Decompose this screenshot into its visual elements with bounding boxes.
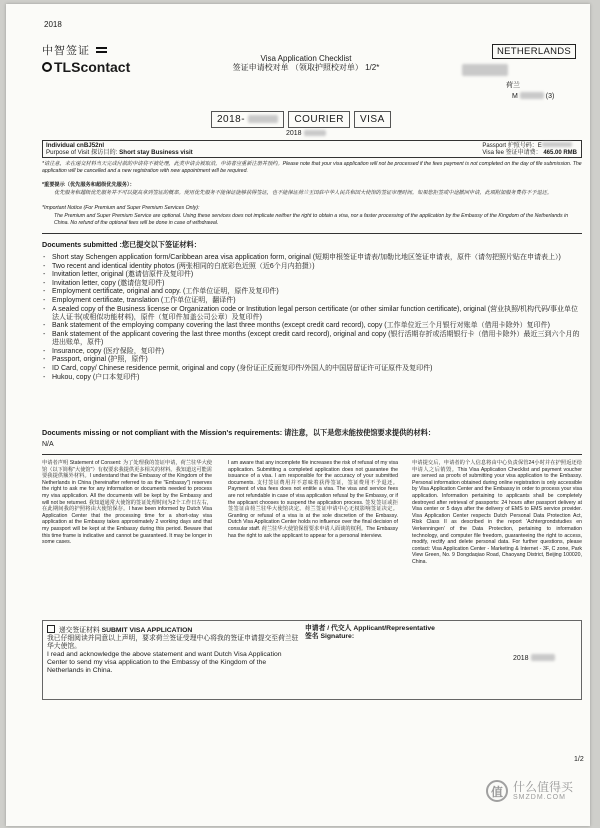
tlscontact-logo	[42, 42, 162, 75]
service-boxes	[211, 111, 391, 128]
logo-bars-icon	[96, 47, 107, 53]
list-item: - A sealed copy of the Business license or Organization code or Institution legal person certificate (or other similar function certificate), original (营业执照/机构代码/事业单位法人证书(或相似功能材料)，原件（复印件加盖公司公章）及复印件)	[42, 306, 582, 322]
divider	[42, 233, 582, 234]
fee-value: 465.00 RMB	[543, 150, 577, 157]
missing-value: N/A	[42, 441, 54, 448]
list-item: - ID Card, copy/ Chinese residence permit, original and copy (身份证正反面复印件/外国人的中国居留证许可证原件及复印件)	[42, 365, 582, 373]
box-year: 2018-	[217, 114, 246, 125]
applicant-row	[42, 140, 582, 158]
logo-en-text: TLScontact	[54, 59, 131, 75]
purpose-value: Short stay Business visit	[119, 149, 193, 157]
purpose-label: Purpose of Visit 探访目的:	[46, 149, 118, 157]
box-date	[211, 111, 284, 128]
ref-suffix: (3)	[545, 93, 555, 100]
premium-note-title-cn: *重要提示（优先服务和超级优先服务）：	[42, 182, 135, 188]
applicant-representative: 申请者 / 代交人 Applicant/Representative	[305, 625, 435, 632]
redacted-subref	[304, 130, 326, 136]
redacted-barcode	[462, 64, 508, 76]
submit-cn: 递交签证材料	[58, 627, 100, 634]
list-item: - Invitation letter, copy (邀请信复印件)	[42, 280, 582, 288]
page-title	[196, 54, 416, 72]
title-en: Visa Application Checklist	[260, 54, 352, 63]
submit-body-en: I read and acknowledge the above statement and want Dutch Visa Application Center to send my visa application to the Embassy of the Kingdom of the Netherlands in China.	[47, 651, 282, 674]
redacted-sign-date	[531, 654, 555, 661]
ref-prefix: M	[512, 93, 518, 100]
country-cn: 荷兰	[506, 82, 520, 89]
sub-reference	[286, 130, 326, 137]
list-item: - Bank statement of the applicant covering the last three months (except credit card record), original and copy (银行活期存折或活期银行卡（借用卡除外）最近三到六个月的进出账单，原件)	[42, 331, 582, 347]
payment-note: *请注意，未在递交材料当天完成付款的申请将不被处理，此类申请会被取消，申请者应重新注册并预约。Please note that your visa application will not be processed if the fees payment is not completed on the day of file submission. The application will be cancelled and a new registration with new appointment will be required.	[42, 161, 582, 174]
top-year: 2018	[44, 20, 62, 29]
country-box: NETHERLANDS	[492, 44, 576, 59]
list-item: - Employment certificate, original and copy. (工作单位证明，原件及复印件)	[42, 288, 582, 296]
passport-label: Passport 护照号码：E	[482, 143, 542, 149]
list-item: - Short stay Schengen application form/Caribbean area visa application form, original (短期申根签证申请表/加勒比地区签证申请表，原件（请勿把照片贴在申请表上）)	[42, 254, 582, 262]
redacted-date	[248, 115, 278, 123]
redacted-passport	[542, 142, 572, 147]
list-item: - Passport, original (护照，原件)	[42, 356, 582, 364]
list-item: - Hukou, copy (户口本复印件)	[42, 374, 582, 382]
consent-column-3: 申请提交后，申请者的个人信息将由中心负责保管24小时并在护照返还给申请人之后销毁。This Visa Application Checklist and payment voucher are served as proofs of submitting your visa application to the Embassy. Personal information obtained during online registration is only accessible by Visa Application Center and the Embassy in order to process your visa application. Information pertaining to applicants shall be completely destroyed after retrieval of passports: 24 hours after passport delivery at Visa center or 5 days after the delivery of EMS to EMS service provider. Visa Application Center respects Dutch Personal Data Protection Act, Risk Class II as described in the report 'Achtergrondstudies en Verkenningen' of the Data Protection, pertaining to information technology, and computer file freedom, guaranteeing the right to access, modify, rectify and delete personal data. For further questions, please contact: Visa Application Center - Marketing & Internet - 3F, C zone, Park View Green, No. 9 Dongdaqiao Road, Chaoyang District, Beijing 100020, China.	[412, 460, 582, 565]
list-item: - Insurance, copy (医疗保险，复印件)	[42, 348, 582, 356]
watermark-en: SMZDM.COM	[513, 794, 566, 801]
premium-note-title-en: *Important Notice (For Premium and Super Premium Services Only):	[42, 205, 200, 211]
watermark-badge-icon: 值	[486, 780, 508, 802]
logo-cn-text: 中智签证	[42, 45, 90, 57]
divider	[42, 454, 582, 455]
box-courier: COURIER	[288, 111, 350, 128]
premium-note-body-en: The Premium and Super Premium Service are optional. Using these services does not implicate neither the right to obtain a visa, nor a faster processing of the application by the Embassy of the Kingdom of the Netherlands in China. No refund of the optional fees will be done in case of withdrawal.	[54, 213, 569, 226]
sub-ref-year: 2018	[286, 130, 302, 137]
redacted-ref	[520, 92, 544, 99]
list-item: - Employment certificate, translation (工作单位证明，翻译件)	[42, 297, 582, 305]
watermark	[486, 780, 573, 802]
submit-section	[42, 620, 582, 700]
applicant-left	[46, 142, 193, 157]
applicant-name: Individual cnBJ52nl	[46, 142, 105, 149]
page-number: 1/2	[574, 756, 584, 763]
submit-body-cn: 我已仔细阅读并同意以上声明，要求荷兰签证受理中心将我的签证申请提交至荷兰驻华大使馆。	[47, 635, 299, 650]
submit-left	[47, 625, 302, 675]
watermark-cn: 什么值得买	[513, 780, 574, 794]
reference-code	[512, 92, 554, 100]
missing-title: Documents missing or not compliant with the Mission's requirements: 请注意，以下是您未能按使馆要求提供的材料：	[42, 428, 436, 437]
list-item: - Two recent and identical identity photos (两张相同的白底彩色近照（近6个月内拍摄）)	[42, 263, 582, 271]
submit-title: SUBMIT VISA APPLICATION	[101, 627, 193, 634]
premium-note-body-cn: 优先服务和超级优先服务并不可以提高拿到签证的概率。使用优先服务不能保证能够获得签证，也不能保证荷兰王国驻中华人民共和国大使馆的签证审理时间。如果您拒签或中途撤回申请，此项附加服务费将不予退还。	[54, 190, 553, 196]
list-item: - Bank statement of the employing company covering the last three months (except credit card record), copy (工作单位近三个月银行对账单（借用卡除外）复印件)	[42, 322, 582, 330]
title-cn: 签证申请校对单 （领取护照校对单） 1/2*	[232, 63, 380, 72]
signature-date	[513, 654, 555, 662]
checklist-page	[6, 4, 590, 826]
consent-column-2: I am aware that any incomplete file increases the risk of refusal of my visa application. Submitting a completed application does not guarantee the issuance of a visa. I am responsible for the accuracy of your submitted documents. 支付签证费用并不意味着获得签证，签证费用不予退还。Payment of visa fees does not entitle a visa. The visa and service fees are not refundable in case of visa application refusal by the Embassy, or if the applicant chooses to suspend the application process. 签发签证或拒签签证由荷兰驻华大使馆决定。荷兰签证申请中心无权影响签证决定。Granting or refusal of a visa is at the sole discretion of the Embassy. Dutch Visa Application Center holds no influence over the final decision of consular staff. 荷兰驻华大使馆保留要求申请人面谈的权利。The Embassy has the right to ask the applicant to appear for a personal interview.	[228, 460, 398, 539]
submit-checkbox[interactable]	[47, 625, 55, 633]
logo-ring-icon	[42, 62, 52, 72]
documents-list	[42, 254, 582, 382]
signature-label: 签名 Signature:	[305, 633, 355, 640]
list-item: - Invitation letter, original (邀请信原件及复印件)	[42, 271, 582, 279]
documents-title: Documents submitted :您已提交以下签证材料：	[42, 240, 201, 249]
applicant-right	[482, 142, 577, 158]
sign-year: 2018	[513, 655, 529, 662]
consent-column-1: 申请者声明 Statement of Consent: 为了处理我的签证申请，荷兰驻华大使馆（以下简称"大使馆"）有权要求我提供更多相关的材料。我知道这可能需要我提供额外材料。I understand that the Embassy of the Kingdom of the Netherlands in China (hereinafter referred to as the "Embassy") reserves the right to ask me for any information or documents needed to process my visa application. All the documents will be kept by the Embassy and will not be returned. 我知道通常大使馆的签证处理时间为2个工作日左右，在此期间我的护照将由大使馆保存。I have been informed by Dutch Visa Application Center that the processing time for a short-stay visa application at the Embassy takes approximately 2 working days and that my passport will be kept at the Embassy during this period. Beware that this time frame is indicative and cannot be guaranteed. It may be longer in some cases.	[42, 460, 212, 546]
box-visa: VISA	[354, 111, 391, 128]
fee-label: Visa fee 签证申请费：	[482, 150, 542, 157]
submit-right	[305, 625, 575, 641]
